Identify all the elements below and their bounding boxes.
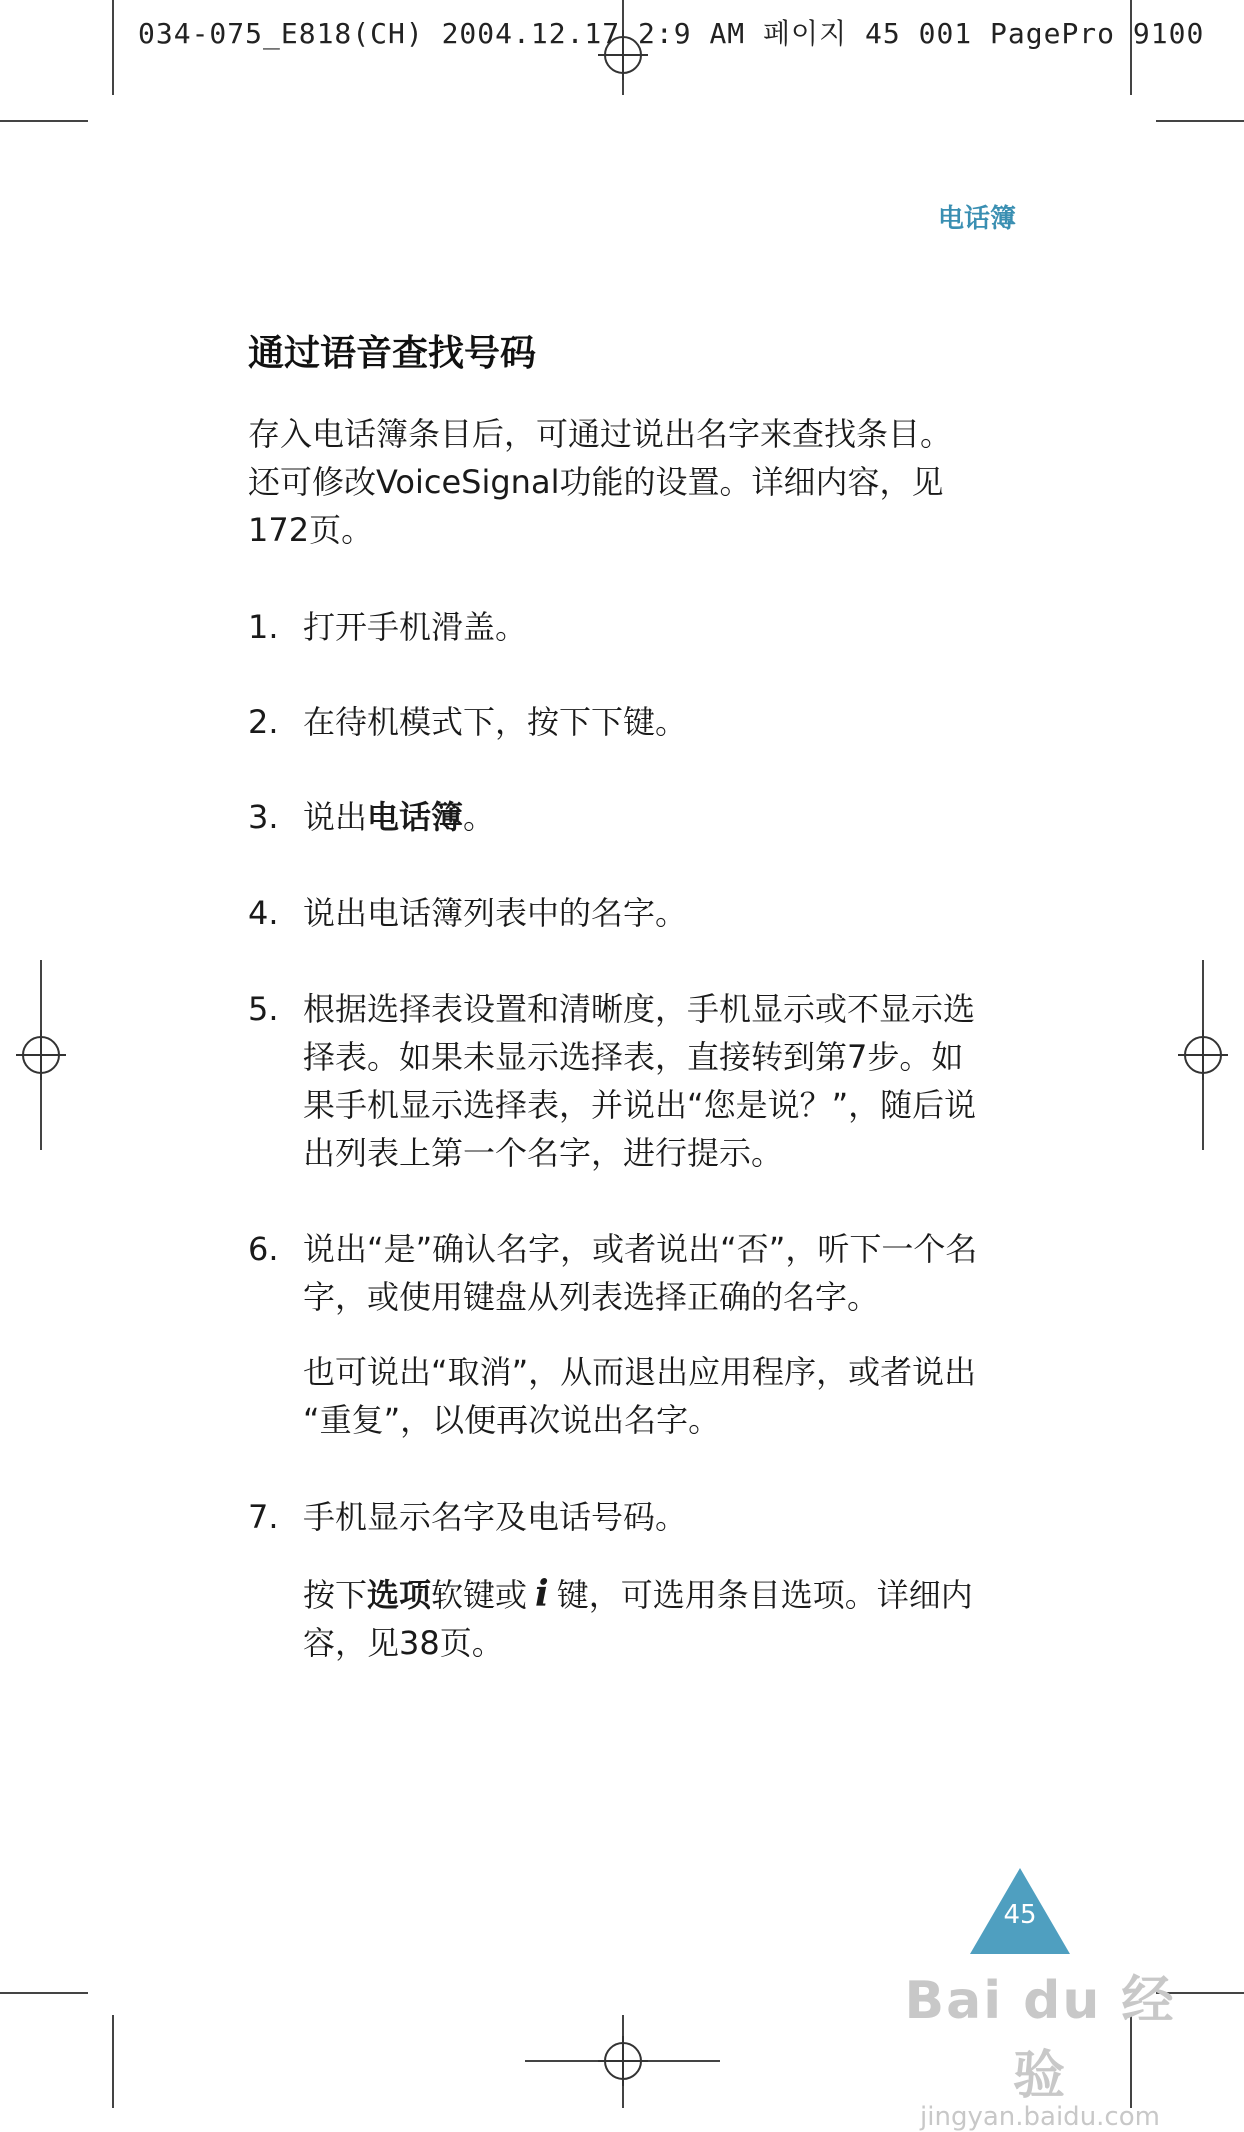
crop-mark [112, 2015, 114, 2108]
note-line [303, 1570, 1018, 1619]
step-4 [248, 889, 1018, 937]
step-text: 说出电话簿列表中的名字。 [303, 894, 688, 932]
step-5 [248, 985, 1018, 1177]
registration-mark-icon [598, 2036, 648, 2086]
step-text: 打开手机滑盖。 [303, 608, 528, 646]
step-6-note [303, 1348, 1018, 1444]
step-number: 2. [248, 703, 279, 741]
step-number: 6. [248, 1230, 279, 1268]
intro-line: 172页。 [248, 511, 374, 549]
step-text-pre: 说出 [303, 798, 368, 836]
step-number: 7. [248, 1498, 279, 1536]
step-number: 3. [248, 798, 279, 836]
registration-mark-icon [16, 1030, 66, 1080]
section-title: 通过语音查找号码 [248, 333, 537, 374]
crop-mark [1156, 120, 1244, 122]
registration-mark-icon [1178, 1030, 1228, 1080]
step-line: 果手机显示选择表，并说出“您是说？”，随后说 [303, 1086, 977, 1124]
step-line: 根据选择表设置和清晰度，手机显示或不显示选 [303, 990, 976, 1028]
step-text [303, 793, 1018, 841]
phonebook-term: 电话簿 [367, 798, 464, 836]
running-head: 电话簿 [938, 204, 1017, 234]
step-line: 字，或使用键盘从列表选择正确的名字。 [303, 1278, 880, 1316]
note-line: 也可说出“取消”，从而退出应用程序，或者说出 [303, 1353, 977, 1391]
page-number: 45 [1003, 1900, 1037, 1930]
note-line: 容，见38页。 [303, 1624, 504, 1662]
note-post: 键，可选用条目选项。详细内 [556, 1576, 973, 1614]
step-line: 说出“是”确认名字，或者说出“否”，听下一个名 [303, 1230, 978, 1268]
step-7-note [303, 1570, 1018, 1667]
step-2 [248, 698, 1018, 746]
note-mid: 软键或 [431, 1576, 528, 1614]
watermark-url: jingyan.baidu.com [920, 2102, 1160, 2132]
intro-paragraph [248, 410, 1008, 554]
step-text-post: 。 [463, 798, 496, 836]
note-pre: 按下 [303, 1576, 368, 1614]
intro-line: 存入电话簿条目后，可通过说出名字来查找条目。 [248, 415, 953, 453]
options-term: 选项 [367, 1576, 432, 1614]
step-number: 5. [248, 990, 279, 1028]
step-number: 1. [248, 608, 279, 646]
step-text [303, 1225, 1018, 1321]
intro-line: 还可修改VoiceSignal功能的设置。详细内容，见 [248, 463, 944, 501]
step-line: 择表。如果未显示选择表，直接转到第7步。如 [303, 1038, 964, 1076]
step-1 [248, 603, 1018, 651]
step-line: 出列表上第一个名字，进行提示。 [303, 1134, 784, 1172]
step-number: 4. [248, 894, 279, 932]
step-text: 手机显示名字及电话号码。 [303, 1498, 688, 1536]
step-3 [248, 793, 1018, 841]
step-text: 在待机模式下，按下下键。 [303, 703, 688, 741]
watermark-logo: Bai du 经验 [904, 1971, 1176, 2106]
crop-mark [0, 120, 88, 122]
crop-mark [0, 1992, 88, 1994]
step-text [303, 985, 1018, 1177]
step-7 [248, 1493, 1018, 1541]
print-slug: 034-075_E818(CH) 2004.12.17 2:9 AM 페이지 45 001 PagePro 9100 [138, 17, 1205, 50]
watermark [890, 1958, 1190, 2132]
info-key-icon: i [535, 1573, 549, 1615]
crop-mark [112, 0, 114, 95]
note-line: “重复”，以便再次说出名字。 [303, 1401, 721, 1439]
step-6 [248, 1225, 1018, 1321]
